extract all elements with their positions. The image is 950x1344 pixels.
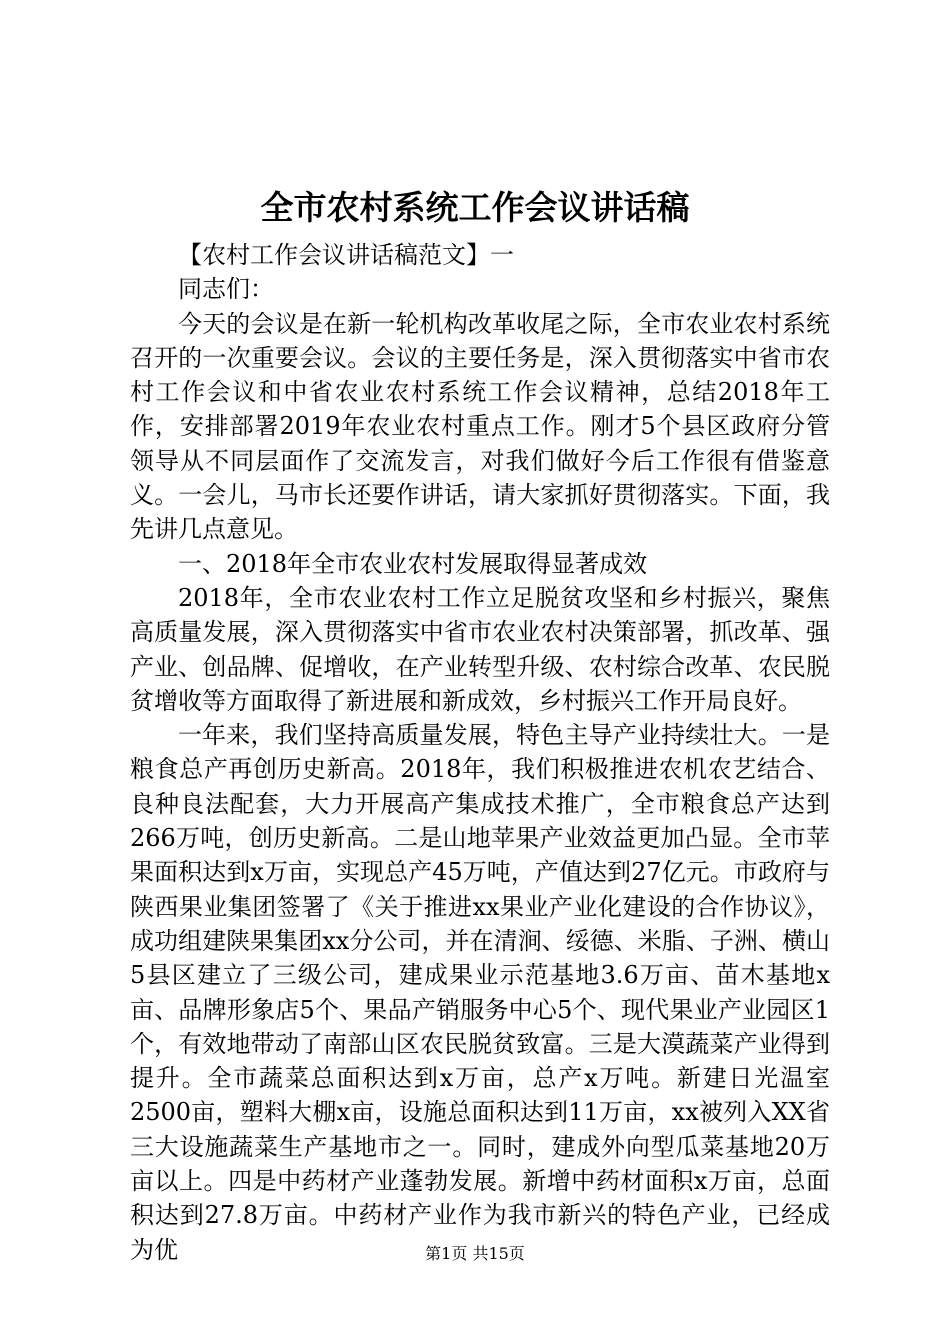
page-footer: 第1页 共15页 [425, 1244, 525, 1263]
body-paragraph: 2018年，全市农业农村工作立足脱贫攻坚和乡村振兴，聚焦高质量发展，深入贯彻落实中省市农业农村决策部署，抓改革、强产业、创品牌、促增收，在产业转型升级、农村综合改革、农民脱贫增收等方面取得了新进展和新成效，乡村振兴工作开局良好。 [130, 583, 830, 715]
section-heading: 一、2018年全市农业农村发展取得显著成效 [178, 549, 648, 578]
section-heading: 【农村工作会议讲话稿范文】一 [178, 241, 514, 269]
body-paragraph: 今天的会议是在新一轮机构改革收尾之际，全市农业农村系统召开的一次重要会议。会议的主要任务是，深入贯彻落实中省市农村工作会议和中省农业农村系统工作会议精神，总结2018年工作，安排部署2019年农业农村重点工作。刚才5个县区政府分管领导从不同层面作了交流发言，对我们做好今后工作很有借鉴意义。一会儿，马市长还要作讲话，请大家抓好贯彻落实。下面，我先讲几点意见。 [130, 309, 830, 544]
body-paragraph: 一年来，我们坚持高质量发展，特色主导产业持续壮大。一是粮食总产再创历史新高。2018年，我们积极推进农机农艺结合、良种良法配套，大力开展高产集成技术推广，全市粮食总产达到266万吨，创历史新高。二是山地苹果产业效益更加凸显。全市苹果面积达到x万亩，实现总产45万吨，产值达到27亿元。市政府与陕西果业集团签署了《关于推进xx果业产业化建设的合作协议》，成功组建陕果集团xx分公司，并在清涧、绥德、米脂、子洲、横山5县区建立了三级公司，建成果业示范基地3.6万亩、苗木基地x亩、品牌形象店5个、果品产销服务中心5个、现代果业产业园区1个，有效地带动了南部山区农民脱贫致富。三是大漠蔬菜产业得到提升。全市蔬菜总面积达到x万亩，总产x万吨。新建日光温室2500亩，塑料大棚x亩，设施总面积达到11万亩，xx被列入XX省三大设施蔬菜生产基地市之一。同时，建成外向型瓜菜基地20万亩以上。四是中药材产业蓬勃发展。新增中药材面积x万亩，总面积达到27.8万亩。中药材产业作为我市新兴的特色产业，已经成为优 [130, 721, 830, 1264]
document-title: 全市农村系统工作会议讲话稿 [260, 188, 690, 227]
document-body [130, 238, 830, 1267]
salutation: 同志们： [178, 275, 274, 304]
